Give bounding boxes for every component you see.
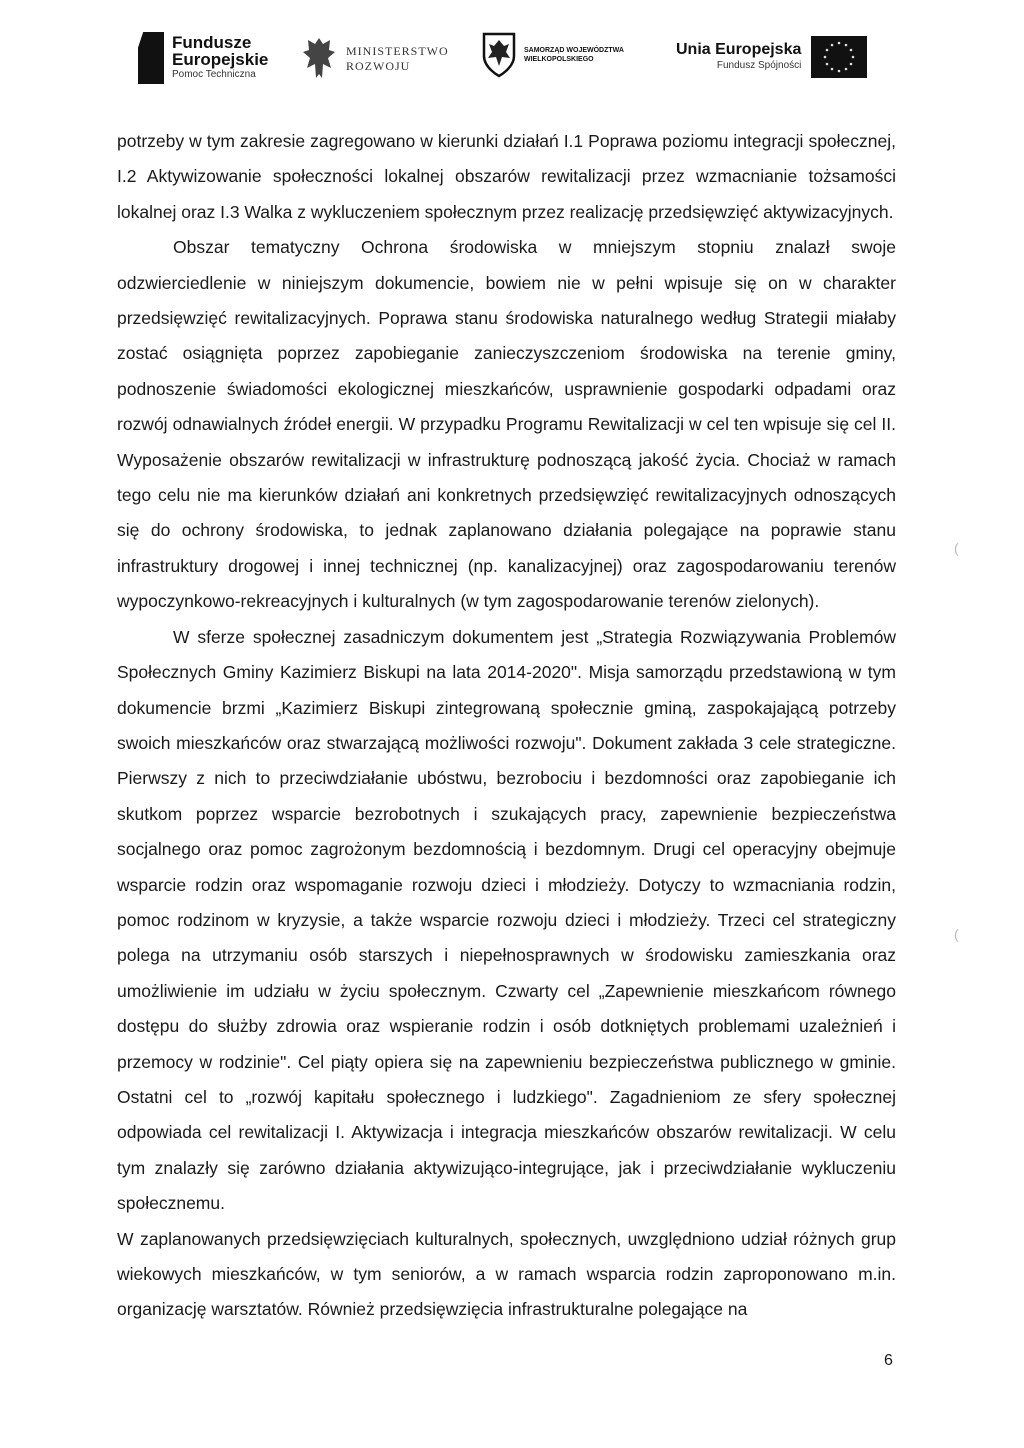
ue-line2: Fundusz Spójności [716,60,802,71]
paragraph-1: potrzeby w tym zakresie zagregowano w kierunki działań I.1 Poprawa poziomu integracji społecznej, I.2 Aktywizowanie społeczności lokalnej obszarów rewitalizacji przez wzmacnianie tożsamości lokalnej oraz I.3 Walka z wykluczeniem społecznym przez realizację przedsięwzięć aktywizacyjnych. [117,131,896,222]
margin-mark: ( [954,540,959,556]
shield-emblem-icon [482,32,516,78]
ministry-line2: ROZWOJU [346,59,411,73]
samorzad-line2: WIELKOPOLSKIEGO [524,56,594,63]
page-number: 6 [884,1352,893,1369]
paragraph-2: Obszar tematyczny Ochrona środowiska w mniejszym stopniu znalazł swoje odzwierciedlenie w niniejszym dokumencie, bowiem nie w pełni wpisuje się on w charakter przedsięwzięć rewitalizacyjnych. Poprawa stanu środowiska naturalnego według Strategii miałaby zostać osiągnięta poprzez zapobieganie zanieczyszczeniom środowiska na terenie gminy, podnoszenie świadomości ekologicznej mieszkańców, usprawnienie gospodarki odpadami oraz rozwój odnawialnych źródeł energii. W przypadku Programu Rewitalizacji w cel ten wpisuje się cel II. Wyposażenie obszarów rewitalizacji w infrastrukturę podnoszącą jakość życia. Chociaż w ramach tego celu nie ma kierunków działań ani konkretnych przedsięwzięć rewitalizacyjnych odnoszących się do ochrony środowiska, to jednak zaplanowano działania polegające na poprawie stanu infrastruktury drogowej i innej technicznej (np. kanalizacyjnej) oraz zagospodarowaniu terenów wypoczynkowo-rekreacyjnych i kulturalnych (w tym zagospodarowanie terenów zielonych). [117,237,896,612]
ministry-logo [302,34,449,84]
samorzad-logo [482,32,624,78]
fe-line2: Europejskie [172,50,269,69]
paragraph-4: W zaplanowanych przedsięwzięciach kulturalnych, społecznych, uwzględniono udział różnych grup wiekowych mieszkańców, w tym seniorów, a w ramach wsparcia rodzin zaproponowano m.in. organizację warsztatów. Również przedsięwzięcia infrastrukturalne polegające na [117,1228,896,1320]
fe-line3: Pomoc Techniczna [172,69,256,80]
fe-star-icon [138,32,164,84]
ue-line1: Unia Europejska [676,41,802,58]
margin-mark: ( [954,926,959,942]
document-body [117,124,896,1328]
eagle-emblem-icon [302,34,336,84]
ministry-line1: MINISTERSTWO [346,44,449,58]
eu-flag-icon [811,36,867,78]
samorzad-line1: SAMORZĄD WOJEWÓDZTWA [524,47,624,54]
paragraph-3: W sferze społecznej zasadniczym dokumentem jest „Strategia Rozwiązywania Problemów Społecznych Gminy Kazimierz Biskupi na lata 2014-2020". Misja samorządu przedstawioną w tym dokumencie brzmi „Kazimierz Biskupi zintegrowaną społecznie gminą, zaspokajającą potrzeby swoich mieszkańców oraz stwarzającą możliwości rozwoju". Dokument zakłada 3 cele strategiczne. Pierwszy z nich to przeciwdziałanie ubóstwu, bezrobociu i bezdomności oraz zapobieganie ich skutkom poprzez wsparcie bezrobotnych i szukających pracy, zapewnienie bezpieczeństwa socjalnego oraz pomoc zagrożonym bezdomnością i bezdomnym. Drugi cel operacyjny obejmuje wsparcie rodzin oraz wspomaganie rozwoju dzieci i młodzieży. Dotyczy to wzmacniania rodzin, pomoc rodzinom w kryzysie, a także wsparcie rozwoju dzieci i młodzieży. Trzeci cel strategiczny polega na utrzymaniu osób starszych i niepełnosprawnych w środowisku zamieszkania oraz umożliwienie im udziału w życiu społecznym. Czwarty cel „Zapewnienie mieszkańcom równego dostępu do służby zdrowia oraz wspieranie rodzin i osób dotkniętych problemami uzależnień i przemocy w rodzinie". Cel piąty opiera się na zapewnieniu bezpieczeństwa publicznego w gminie. Ostatni cel to „rozwój kapitału społecznego i ludzkiego". Zagadnieniom ze sfery społecznej odpowiada cel rewitalizacji I. Aktywizacja i integracja mieszkańców obszarów rewitalizacji. W celu tym znalazły się zarówno działania aktywizująco-integrujące, jak i przeciwdziałanie wykluczeniu społecznemu. [117,626,896,1214]
fundusze-europejskie-logo [138,32,268,84]
fe-line1: Fundusze [172,33,252,52]
unia-europejska-logo [676,36,867,78]
page-header [0,26,1024,98]
